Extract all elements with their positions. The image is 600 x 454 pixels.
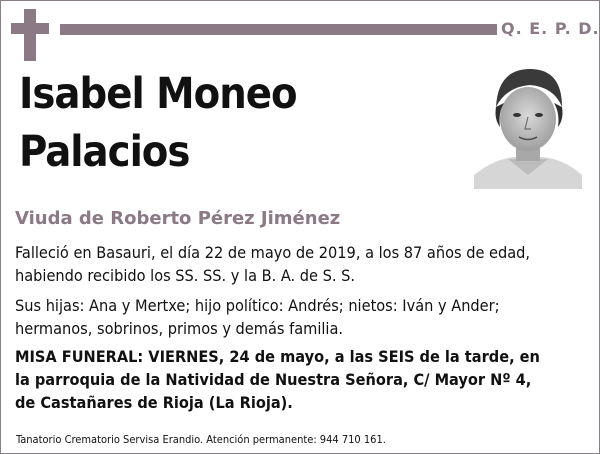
header-rule <box>60 24 497 35</box>
deceased-name <box>19 65 459 181</box>
funeral-home-footer: Tanatorio Crematorio Servisa Erandio. Atención permanente: 944 710 161. <box>16 433 386 446</box>
death-line-2: habiendo recibido los SS. SS. y la B. A. de S. S. <box>15 266 355 285</box>
funeral-mass-paragraph <box>15 345 590 414</box>
name-line-2: Palacios <box>19 127 190 177</box>
death-line-1: Falleció en Basauri, el día 22 de mayo de 2019, a los 87 años de edad, <box>15 243 531 262</box>
widow-of-line: Viuda de Roberto Pérez Jiménez <box>15 208 341 229</box>
family-line-1: Sus hijas: Ana y Mertxe; hijo político: Andrés; nietos: Iván y Ander; <box>15 296 500 315</box>
name-line-1: Isabel Moneo <box>19 69 297 119</box>
family-paragraph <box>15 294 590 340</box>
funeral-line-3: de Castañares de Rioja (La Rioja). <box>15 393 293 412</box>
qepd-heading: Q. E. P. D. <box>501 19 600 38</box>
funeral-line-2: la parroquia de la Natividad de Nuestra Señora, C/ Mayor Nº 4, <box>15 370 532 389</box>
family-line-2: hermanos, sobrinos, primos y demás familia. <box>15 319 344 338</box>
cross-vertical-bar <box>24 9 36 61</box>
portrait-photo <box>474 63 582 189</box>
portrait-image <box>474 63 582 189</box>
death-paragraph <box>15 241 590 287</box>
cross-horizontal-bar <box>11 23 49 34</box>
funeral-line-1: MISA FUNERAL: VIERNES, 24 de mayo, a las SEIS de la tarde, en <box>15 347 540 366</box>
